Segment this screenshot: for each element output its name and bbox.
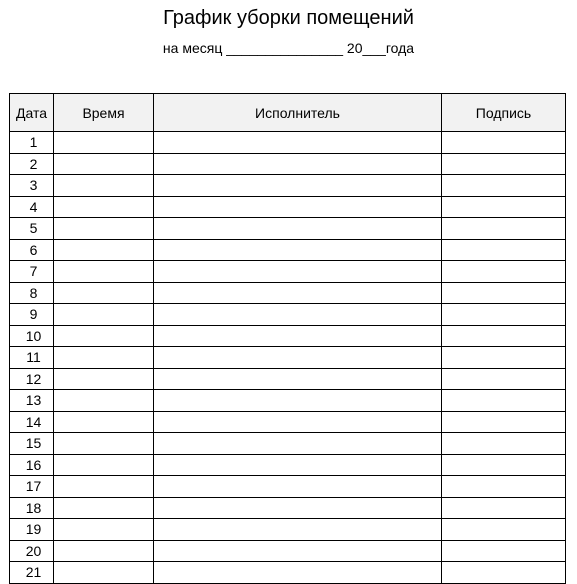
date-number: 16 (25, 456, 42, 473)
table-row (10, 196, 566, 218)
time-cell[interactable] (54, 454, 154, 476)
date-number: 11 (26, 349, 41, 366)
signature-cell[interactable] (442, 411, 566, 433)
executor-cell[interactable] (154, 368, 442, 390)
table-row (10, 261, 566, 283)
signature-cell[interactable] (442, 282, 566, 304)
date-number: 18 (25, 499, 42, 516)
date-cell (10, 196, 54, 218)
table-row (10, 562, 566, 584)
table-row (10, 347, 566, 369)
date-cell (10, 562, 54, 584)
table-row (10, 304, 566, 326)
date-number: 13 (25, 392, 42, 409)
signature-cell[interactable] (442, 390, 566, 412)
table-row (10, 153, 566, 175)
date-number: 5 (29, 220, 38, 237)
signature-cell[interactable] (442, 132, 566, 154)
time-cell[interactable] (54, 347, 154, 369)
executor-cell[interactable] (154, 562, 442, 584)
executor-cell[interactable] (154, 454, 442, 476)
date-cell (10, 218, 54, 240)
table-row (10, 433, 566, 455)
table-row (10, 540, 566, 562)
date-cell (10, 519, 54, 541)
date-cell (10, 347, 54, 369)
time-cell[interactable] (54, 196, 154, 218)
date-number: 10 (25, 327, 42, 344)
table-row (10, 368, 566, 390)
column-header-time: Время (54, 94, 154, 132)
time-cell[interactable] (54, 218, 154, 240)
table-row (10, 519, 566, 541)
table-row (10, 497, 566, 519)
table-row (10, 476, 566, 498)
date-cell (10, 390, 54, 412)
date-cell (10, 239, 54, 261)
signature-cell[interactable] (442, 304, 566, 326)
date-number: 6 (29, 241, 38, 258)
date-cell (10, 261, 54, 283)
table-row (10, 325, 566, 347)
executor-cell[interactable] (154, 261, 442, 283)
executor-cell[interactable] (154, 132, 442, 154)
signature-cell[interactable] (442, 175, 566, 197)
signature-cell[interactable] (442, 325, 566, 347)
executor-cell[interactable] (154, 497, 442, 519)
date-cell (10, 175, 54, 197)
table-row (10, 411, 566, 433)
executor-cell[interactable] (154, 282, 442, 304)
column-header-executor: Исполнитель (154, 94, 442, 132)
table-row (10, 175, 566, 197)
time-cell[interactable] (54, 390, 154, 412)
date-number: 1 (29, 134, 38, 151)
time-cell[interactable] (54, 540, 154, 562)
time-cell[interactable] (54, 411, 154, 433)
signature-cell[interactable] (442, 261, 566, 283)
table-body (10, 132, 566, 584)
date-cell (10, 433, 54, 455)
time-cell[interactable] (54, 497, 154, 519)
signature-cell[interactable] (442, 196, 566, 218)
time-cell[interactable] (54, 132, 154, 154)
executor-cell[interactable] (154, 218, 442, 240)
signature-cell[interactable] (442, 562, 566, 584)
time-cell[interactable] (54, 368, 154, 390)
date-cell (10, 411, 54, 433)
executor-cell[interactable] (154, 153, 442, 175)
time-cell[interactable] (54, 562, 154, 584)
date-number: 20 (25, 542, 42, 559)
time-cell[interactable] (54, 519, 154, 541)
signature-cell[interactable] (442, 454, 566, 476)
signature-cell[interactable] (442, 497, 566, 519)
time-cell[interactable] (54, 153, 154, 175)
time-cell[interactable] (54, 282, 154, 304)
table-row (10, 132, 566, 154)
executor-cell[interactable] (154, 519, 442, 541)
date-number: 7 (29, 263, 38, 280)
executor-cell[interactable] (154, 411, 442, 433)
time-cell[interactable] (54, 239, 154, 261)
header-row (10, 94, 566, 132)
table-row (10, 282, 566, 304)
executor-cell[interactable] (154, 325, 442, 347)
time-cell[interactable] (54, 261, 154, 283)
column-header-date: Дата (10, 94, 54, 132)
executor-cell[interactable] (154, 347, 442, 369)
date-number: 4 (29, 198, 38, 215)
date-cell (10, 325, 54, 347)
executor-cell[interactable] (154, 304, 442, 326)
executor-cell[interactable] (154, 476, 442, 498)
signature-cell[interactable] (442, 368, 566, 390)
date-number: 12 (25, 370, 42, 387)
date-cell (10, 454, 54, 476)
signature-cell[interactable] (442, 153, 566, 175)
executor-cell[interactable] (154, 175, 442, 197)
date-cell (10, 476, 54, 498)
date-cell (10, 497, 54, 519)
date-cell (10, 540, 54, 562)
column-header-signature: Подпись (442, 94, 566, 132)
table-row (10, 239, 566, 261)
date-number: 9 (29, 306, 38, 323)
date-number: 21 (25, 564, 42, 581)
date-cell (10, 153, 54, 175)
date-cell (10, 132, 54, 154)
signature-cell[interactable] (442, 519, 566, 541)
signature-cell[interactable] (442, 347, 566, 369)
page-subtitle: на месяц _______________ 20___года (162, 40, 415, 56)
date-number: 2 (29, 155, 38, 172)
table-row (10, 218, 566, 240)
signature-cell[interactable] (442, 218, 566, 240)
date-number: 3 (29, 177, 38, 194)
date-number: 19 (25, 521, 42, 538)
date-number: 15 (25, 435, 42, 452)
table-row (10, 454, 566, 476)
date-number: 8 (29, 284, 38, 301)
time-cell[interactable] (54, 433, 154, 455)
executor-cell[interactable] (154, 390, 442, 412)
table-row (10, 390, 566, 412)
date-cell (10, 282, 54, 304)
signature-cell[interactable] (442, 433, 566, 455)
executor-cell[interactable] (154, 196, 442, 218)
date-cell (10, 368, 54, 390)
executor-cell[interactable] (154, 239, 442, 261)
date-number: 14 (25, 413, 42, 430)
time-cell[interactable] (54, 325, 154, 347)
time-cell[interactable] (54, 175, 154, 197)
time-cell[interactable] (54, 476, 154, 498)
date-number: 17 (25, 478, 42, 495)
cleaning-schedule-table (9, 93, 566, 584)
executor-cell[interactable] (154, 433, 442, 455)
date-cell (10, 304, 54, 326)
time-cell[interactable] (54, 304, 154, 326)
executor-cell[interactable] (154, 540, 442, 562)
signature-cell[interactable] (442, 476, 566, 498)
page-title: График уборки помещений (163, 7, 414, 29)
signature-cell[interactable] (442, 239, 566, 261)
signature-cell[interactable] (442, 540, 566, 562)
